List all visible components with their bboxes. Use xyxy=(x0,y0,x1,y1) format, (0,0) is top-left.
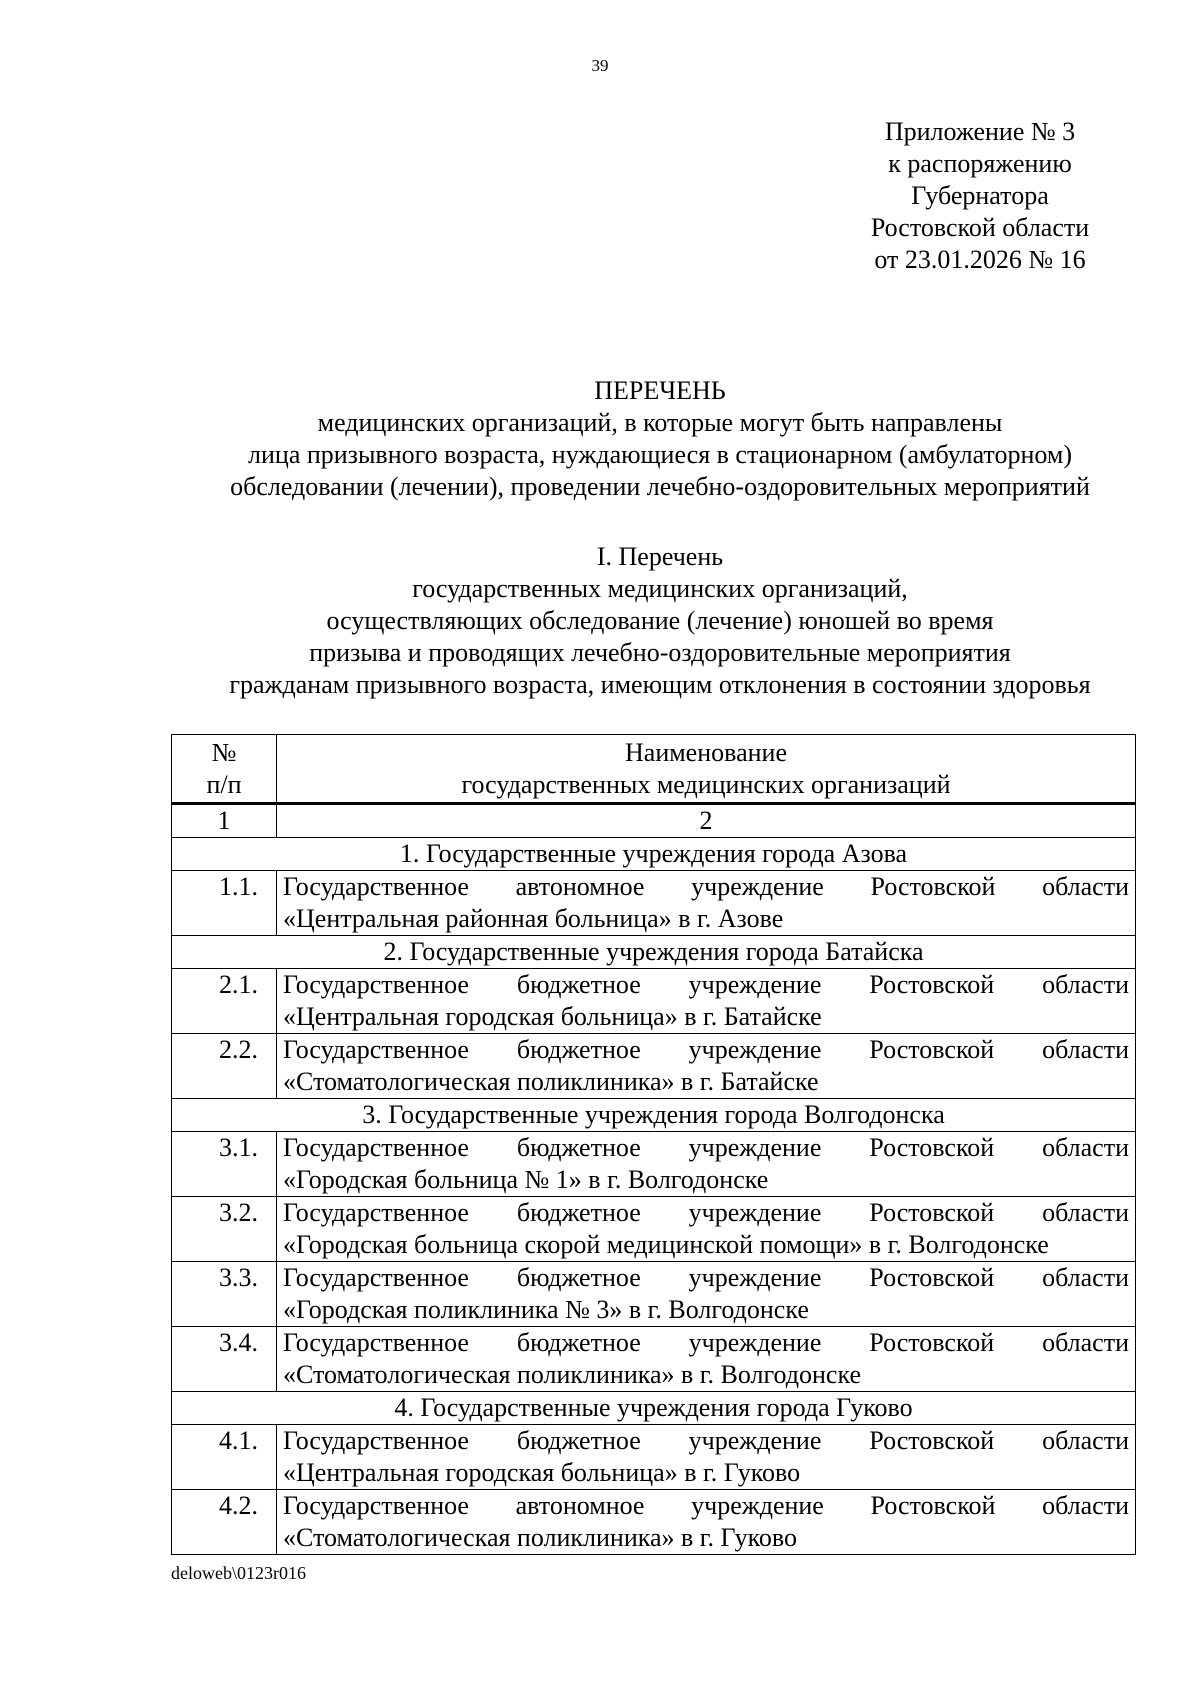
section-title-cell: 3. Государственные учреждения города Волгодонска xyxy=(172,1099,1136,1132)
organization-name-line: «Городская поликлиника № 3» в г. Волгодонске xyxy=(283,1295,809,1324)
organization-name-line: Государственное бюджетное учреждение Ростовской области xyxy=(283,1198,1129,1227)
table-row xyxy=(172,1262,1136,1327)
organization-name-line: «Стоматологическая поликлиника» в г. Волгодонске xyxy=(283,1360,861,1389)
row-number: 2.1. xyxy=(172,969,277,1034)
header-name-line: Наименование xyxy=(625,738,787,767)
organizations-table xyxy=(171,734,1136,1555)
page-number: 39 xyxy=(591,56,609,75)
column-number: 1 xyxy=(172,804,277,838)
section-title: I. Перечень xyxy=(596,542,724,571)
subheading-line: гражданам призывного возраста, имеющим отклонения в состоянии здоровья xyxy=(229,670,1091,699)
table-row xyxy=(172,1327,1136,1392)
organization-name-line: «Городская больница № 1» в г. Волгодонске xyxy=(283,1165,769,1194)
organization-name xyxy=(277,969,1136,1034)
organization-name-line: Государственное бюджетное учреждение Ростовской области xyxy=(283,1035,1129,1064)
appendix-line: Приложение № 3 xyxy=(884,117,1076,146)
appendix-line: Губернатора xyxy=(911,181,1049,210)
organization-name-line: Государственное бюджетное учреждение Ростовской области xyxy=(283,1426,1129,1455)
organization-name-line: «Стоматологическая поликлиника» в г. Батайске xyxy=(283,1067,819,1096)
subheading-line: осуществляющих обследование (лечение) юношей во время xyxy=(326,606,994,635)
appendix-line: Ростовской области xyxy=(870,213,1090,242)
section-title-cell: 4. Государственные учреждения города Гуково xyxy=(172,1392,1136,1425)
organization-name-line: «Центральная городская больница» в г. Батайске xyxy=(283,1002,822,1031)
column-numbers-row xyxy=(172,804,1136,838)
header-number-line: № xyxy=(211,738,237,767)
organization-name-line: Государственное автономное учреждение Ростовской области xyxy=(283,1491,1129,1520)
organization-name-line: Государственное бюджетное учреждение Ростовской области xyxy=(283,1133,1129,1162)
section-heading xyxy=(150,541,1170,701)
header-name-line: государственных медицинских организаций xyxy=(461,770,951,799)
appendix-line: от 23.01.2026 № 16 xyxy=(874,245,1086,274)
organization-name xyxy=(277,1197,1136,1262)
organization-name-line: Государственное автономное учреждение Ростовской области xyxy=(283,872,1129,901)
heading-line: лица призывного возраста, нуждающиеся в стационарном (амбулаторном) xyxy=(248,440,1072,469)
organization-name xyxy=(277,1327,1136,1392)
organization-name xyxy=(277,1425,1136,1490)
organization-name-line: «Центральная районная больница» в г. Азове xyxy=(283,904,784,933)
section-row xyxy=(172,936,1136,969)
header-name xyxy=(277,735,1136,804)
section-row xyxy=(172,1392,1136,1425)
organization-name xyxy=(277,1490,1136,1555)
section-title-cell: 2. Государственные учреждения города Батайска xyxy=(172,936,1136,969)
document-title: ПЕРЕЧЕНЬ xyxy=(594,376,726,405)
heading-line: обследовании (лечении), проведении лечебно-оздоровительных мероприятий xyxy=(230,472,1090,501)
document-heading xyxy=(150,375,1170,503)
appendix-block xyxy=(830,116,1130,276)
organization-name-line: Государственное бюджетное учреждение Ростовской области xyxy=(283,970,1129,999)
row-number: 3.3. xyxy=(172,1262,277,1327)
heading-line: медицинских организаций, в которые могут быть направлены xyxy=(317,408,1003,437)
table-row xyxy=(172,1034,1136,1099)
section-title-cell: 1. Государственные учреждения города Азова xyxy=(172,838,1136,871)
organization-name-line: «Городская больница скорой медицинской помощи» в г. Волгодонске xyxy=(283,1230,1049,1259)
organization-name-line: Государственное бюджетное учреждение Ростовской области xyxy=(283,1263,1129,1292)
row-number: 1.1. xyxy=(172,871,277,936)
organization-name xyxy=(277,1262,1136,1327)
footer-code: deloweb\0123r016 xyxy=(171,1563,306,1583)
row-number: 4.1. xyxy=(172,1425,277,1490)
organization-name xyxy=(277,1034,1136,1099)
subheading-line: государственных медицинских организаций, xyxy=(412,574,908,603)
table-row xyxy=(172,969,1136,1034)
row-number: 3.1. xyxy=(172,1132,277,1197)
table-row xyxy=(172,1132,1136,1197)
header-number-line: п/п xyxy=(206,770,242,799)
subheading-line: призыва и проводящих лечебно-оздоровительные мероприятия xyxy=(309,638,1011,667)
section-row xyxy=(172,838,1136,871)
table-header-row xyxy=(172,735,1136,804)
header-number xyxy=(172,735,277,804)
row-number: 3.2. xyxy=(172,1197,277,1262)
column-number: 2 xyxy=(277,804,1136,838)
organization-name-line: «Центральная городская больница» в г. Гуково xyxy=(283,1458,801,1487)
appendix-line: к распоряжению xyxy=(888,149,1072,178)
row-number: 2.2. xyxy=(172,1034,277,1099)
section-row xyxy=(172,1099,1136,1132)
table-row xyxy=(172,1425,1136,1490)
row-number: 4.2. xyxy=(172,1490,277,1555)
table-row xyxy=(172,871,1136,936)
organization-name-line: «Стоматологическая поликлиника» в г. Гуково xyxy=(283,1523,797,1552)
organization-name xyxy=(277,1132,1136,1197)
organization-name xyxy=(277,871,1136,936)
table-row xyxy=(172,1197,1136,1262)
row-number: 3.4. xyxy=(172,1327,277,1392)
organization-name-line: Государственное бюджетное учреждение Ростовской области xyxy=(283,1328,1129,1357)
table-row xyxy=(172,1490,1136,1555)
